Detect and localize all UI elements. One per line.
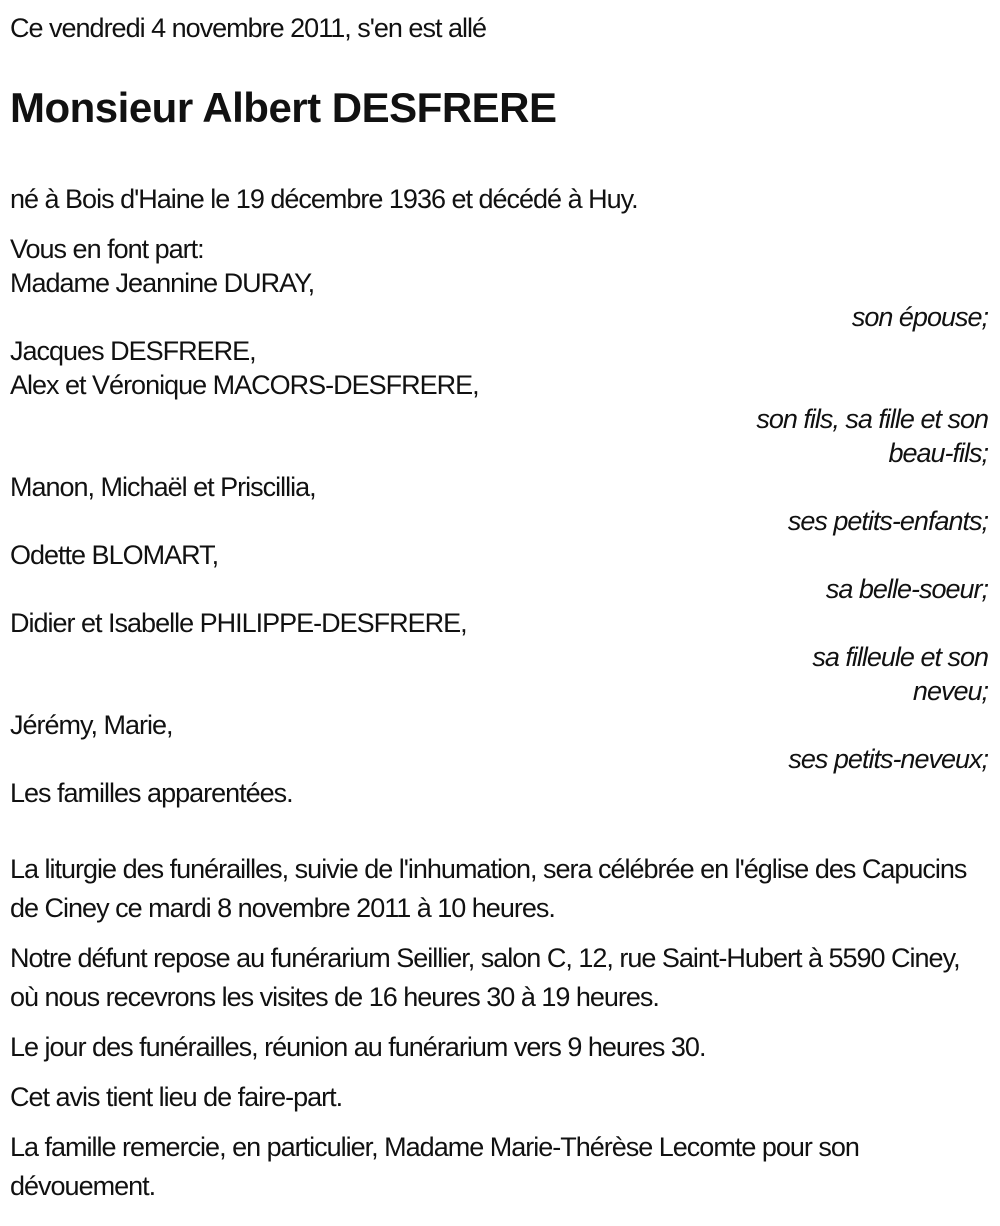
family-names-line: Madame Jeannine DURAY, xyxy=(10,268,315,298)
family-names-line: Alex et Véronique MACORS-DESFRERE, xyxy=(10,370,479,400)
family-names-line: Didier et Isabelle PHILIPPE-DESFRERE, xyxy=(10,608,467,638)
birth-death-line: né à Bois d'Haine le 19 décembre 1936 et décédé à Huy. xyxy=(10,184,638,214)
family-relation-line: son épouse; xyxy=(851,302,988,332)
faire-part-paragraph: Cet avis tient lieu de faire-part. xyxy=(10,1082,343,1112)
family-group-grandchildren xyxy=(10,470,988,538)
thanks-paragraph: La famille remercie, en particulier, Madame Marie-Thérèse Lecomte pour son dévouement. xyxy=(10,1132,859,1201)
liturgy-paragraph: La liturgie des funérailles, suivie de l'inhumation, sera célébrée en l'église des Capucins de Ciney ce mardi 8 novembre 2011 à 10 heures. xyxy=(10,854,967,923)
funeral-day-paragraph: Le jour des funérailles, réunion au funérarium vers 9 heures 30. xyxy=(10,1032,706,1062)
family-group-grandnephews xyxy=(10,708,988,776)
family-relation-line: sa belle-soeur; xyxy=(825,574,988,604)
death-date-line: Ce vendredi 4 novembre 2011, s'en est allé xyxy=(10,13,486,43)
family-relation-line: ses petits-enfants; xyxy=(787,506,988,536)
funerarium-visits-paragraph: Notre défunt repose au funérarium Seillier, salon C, 12, rue Saint-Hubert à 5590 Ciney, où nous recevrons les visites de 16 heures 30 à 19 heures. xyxy=(10,943,960,1012)
family-list xyxy=(10,266,988,810)
family-group-spouse xyxy=(10,266,988,334)
family-group-sister-in-law xyxy=(10,538,988,606)
related-families-line: Les familles apparentées. xyxy=(10,778,293,808)
family-group-children xyxy=(10,334,988,470)
family-group-goddaughter-nephew xyxy=(10,606,988,708)
family-relation-line: sa filleule et son neveu; xyxy=(812,642,988,706)
family-relation-line: son fils, sa fille et son beau-fils; xyxy=(756,404,988,468)
deceased-name-heading: Monsieur Albert DESFRERE xyxy=(10,84,557,131)
funeral-details xyxy=(10,850,988,1206)
announced-by-line: Vous en font part: xyxy=(10,234,204,264)
family-names-line: Jérémy, Marie, xyxy=(10,710,173,740)
family-relation-line: ses petits-neveux; xyxy=(788,744,988,774)
family-names-line: Manon, Michaël et Priscillia, xyxy=(10,472,316,502)
family-names-line: Odette BLOMART, xyxy=(10,540,219,570)
family-names-line: Jacques DESFRERE, xyxy=(10,336,256,366)
